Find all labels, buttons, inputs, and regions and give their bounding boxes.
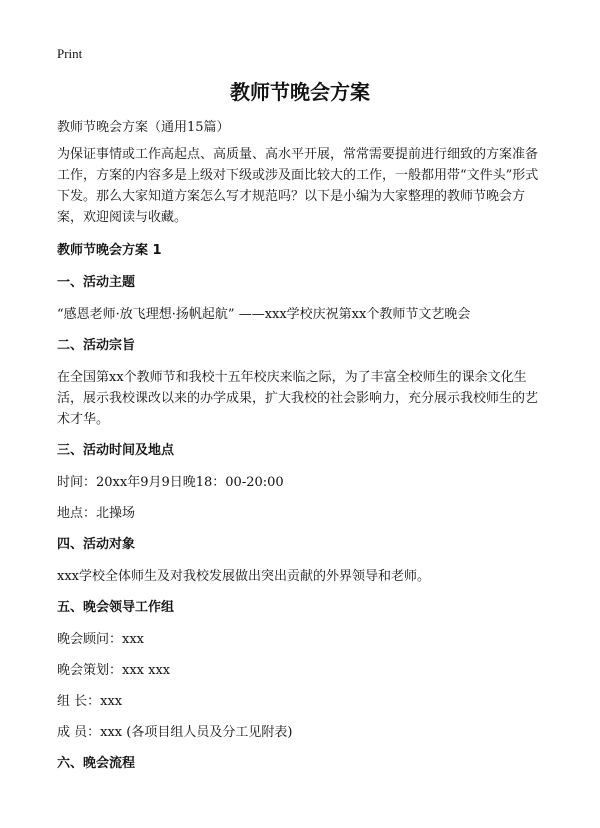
intro-paragraph: 为保证事情或工作高起点、高质量、高水平开展，常常需要提前进行细致的方案准备工作，方案的内容多是上级对下级或涉及面比较大的工作，一般都用带“文件头”形式下发。那么大家知道方案怎么写才规范吗？以下是小编为大家整理的教师节晚会方案，欢迎阅读与收藏。 (57, 147, 539, 225)
print-link[interactable]: Print (57, 46, 83, 61)
paragraph-location: 地点：北操场 (57, 506, 136, 521)
heading-event-flow: 六、晚会流程 (57, 756, 136, 771)
paragraph-activity-purpose: 在全国第xx个教师节和我校十五年校庆来临之际，为了丰富全校师生的课余文化生活，展示我校课改以来的办学成果，扩大我校的社会影响力，充分展示我校师生的艺术才华。 (57, 370, 539, 427)
document-title: 教师节晚会方案 (230, 80, 370, 104)
paragraph-advisor: 晚会顾问：xxx (57, 632, 144, 647)
paragraph-planner: 晚会策划：xxx xxx (57, 663, 171, 678)
section-title: 教师节晚会方案 1 (57, 243, 162, 258)
paragraph-target-audience: xxx学校全体师生及对我校发展做出突出贡献的外界领导和老师。 (57, 569, 430, 584)
heading-activity-theme: 一、活动主题 (57, 275, 136, 290)
paragraph-activity-theme: “感恩老师·放飞理想·扬帆起航” ——xxx学校庆祝第xx个教师节文艺晚会 (57, 307, 471, 322)
document-subtitle: 教师节晚会方案（通用15篇） (57, 120, 230, 135)
paragraph-time: 时间：20xx年9月9日晚18：00-20:00 (57, 475, 284, 490)
heading-leadership-group: 五、晚会领导工作组 (57, 600, 175, 615)
heading-time-location: 三、活动时间及地点 (57, 443, 175, 458)
paragraph-group-leader: 组 长：xxx (57, 694, 123, 709)
heading-target-audience: 四、活动对象 (57, 537, 136, 552)
heading-activity-purpose: 二、活动宗旨 (57, 338, 136, 353)
paragraph-members: 成 员：xxx (各项目组人员及分工见附表) (57, 725, 293, 740)
